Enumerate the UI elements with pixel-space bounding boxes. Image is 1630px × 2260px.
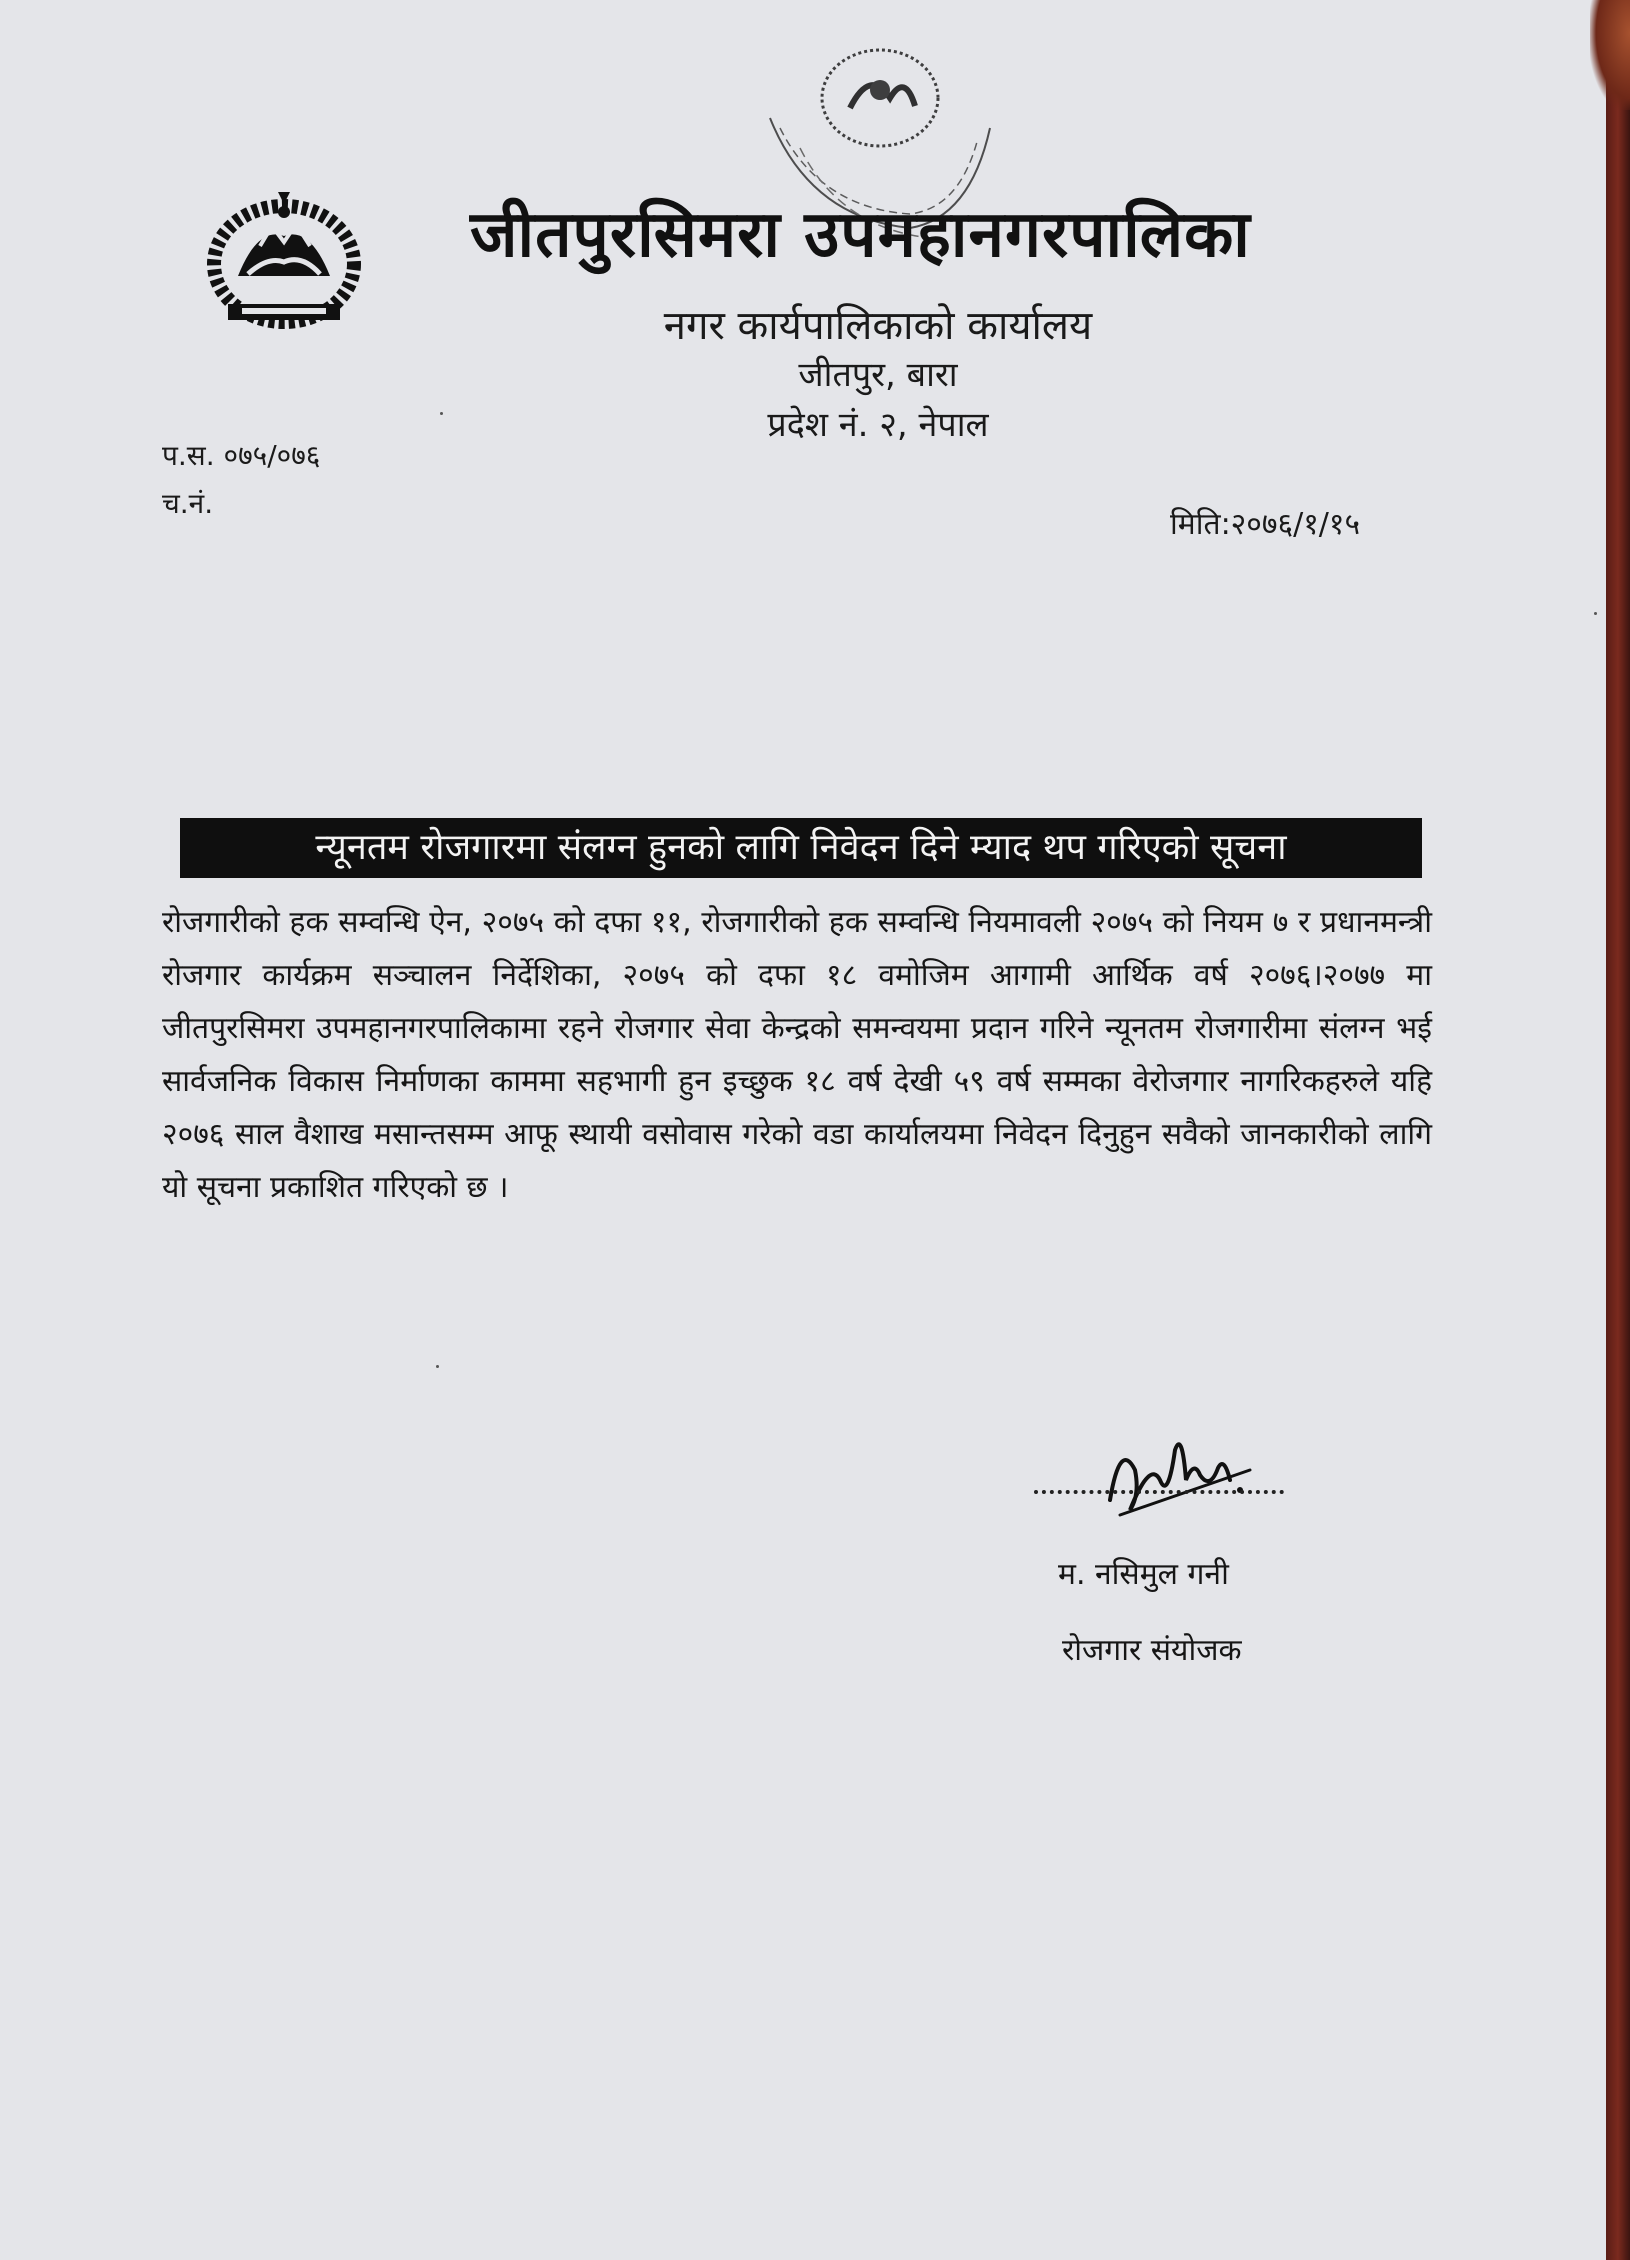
dispatch-number: च.नं. bbox=[162, 487, 214, 520]
paper-speck bbox=[440, 412, 443, 415]
municipality-title: जीतपुरसिमरा उपमहानगरपालिका bbox=[470, 198, 1251, 272]
background-edge-corner bbox=[1590, 0, 1630, 110]
notice-body: रोजगारीको हक सम्वन्धि ऐन, २०७५ को दफा ११, रोजगारीको हक सम्वन्धि नियमावली २०७५ को नियम ७ र प्रधानमन्त्री रोजगार कार्यक्रम सञ्चालन निर्देशिका, २०७५ को दफा १८ वमोजिम आगामी आर्थिक वर्ष २०७६।२०७७ मा जीतपुरसिमरा उपमहानगरपालिकामा रहने रोजगार सेवा केन्द्रको समन्वयमा प्रदान गरिने न्यूनतम रोजगारीमा संलग्न भई सार्वजनिक विकास निर्माणका काममा सहभागी हुन इच्छुक १८ वर्ष देखी ५९ वर्ष सम्मका वेरोजगार नागरिकहरुले यहि २०७६ साल वैशाख मसान्तसम्म आफू स्थायी वसोवास गरेको वडा कार्यालयमा निवेदन दिनुहुन सवैको जानकारीको लागि यो सूचना प्रकाशित गरिएको छ । bbox=[162, 905, 1432, 1205]
paper-speck bbox=[436, 1365, 439, 1368]
signatory-title: रोजगार संयोजक bbox=[1062, 1633, 1242, 1668]
paper-speck bbox=[1594, 612, 1597, 615]
notice-date: मिति:२०७६/१/१५ bbox=[1170, 507, 1361, 542]
background-edge bbox=[1606, 0, 1630, 2260]
fiscal-year-reference: प.स. ०७५/०७६ bbox=[162, 439, 321, 472]
office-name: नगर कार्यपालिकाको कार्यालय bbox=[663, 303, 1093, 349]
office-province: प्रदेश नं. २, नेपाल bbox=[767, 405, 989, 445]
signature-line bbox=[1034, 1490, 1284, 1494]
notice-title-bar: न्यूनतम रोजगारमा संलग्न हुनको लागि निवेदन दिने म्याद थप गरिएको सूचना bbox=[180, 818, 1422, 878]
handwritten-signature bbox=[1090, 1420, 1260, 1530]
signatory-name: म. नसिमुल गनी bbox=[1058, 1557, 1229, 1592]
office-city: जीतपुर, बारा bbox=[798, 355, 958, 395]
